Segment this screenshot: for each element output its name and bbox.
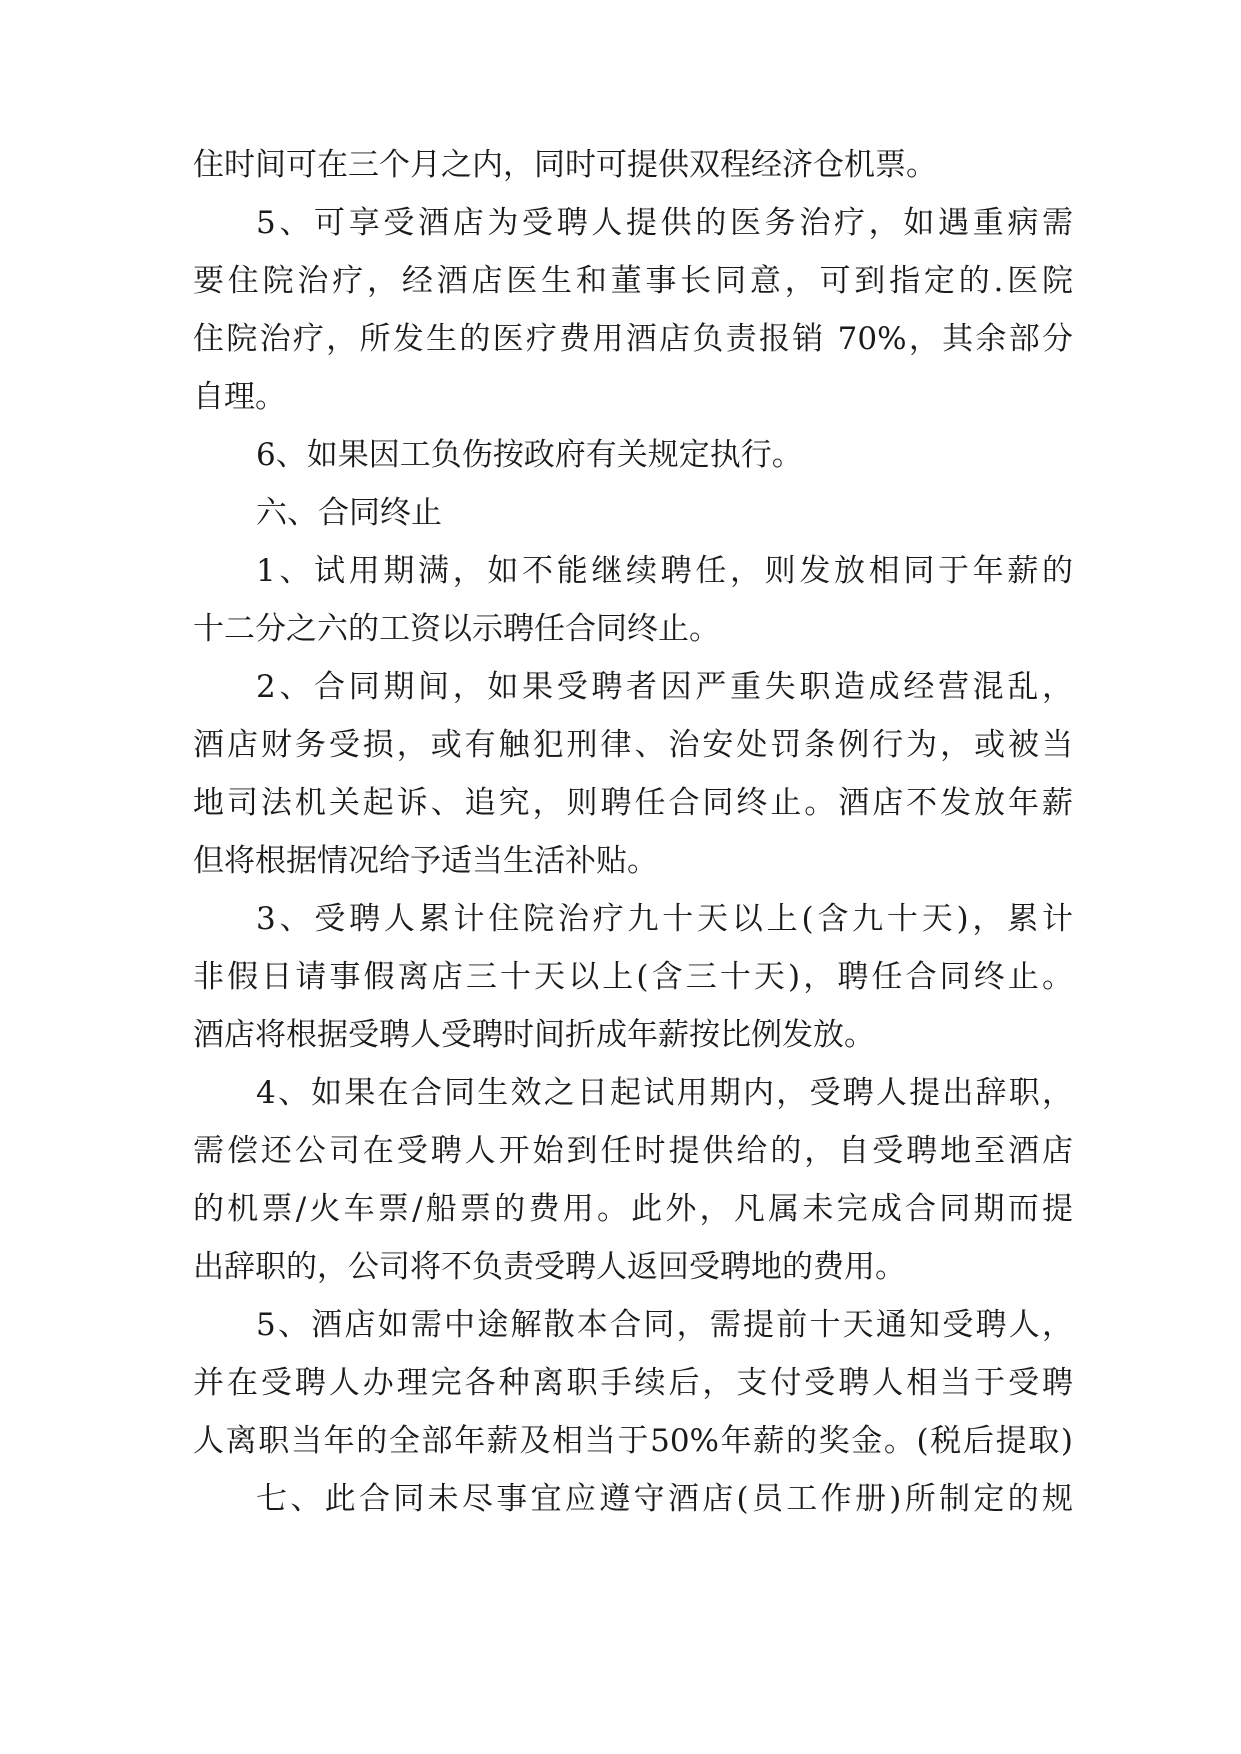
- paragraph-line: 但将根据情况给予适当生活补贴。: [193, 843, 658, 879]
- paragraph-line: 5、酒店如需中途解散本合同，需提前十天通知受聘人，: [256, 1307, 1073, 1343]
- paragraph-line: 2、合同期间，如果受聘者因严重失职造成经营混乱，: [256, 669, 1073, 705]
- paragraph-line: 需偿还公司在受聘人开始到任时提供给的，自受聘地至酒店: [193, 1133, 1073, 1169]
- paragraph-line: 1、试用期满，如不能继续聘任，则发放相同于年薪的: [256, 553, 1073, 589]
- paragraph-line: 人离职当年的全部年薪及相当于50%年薪的奖金。(税后提取): [193, 1423, 1073, 1459]
- paragraph-line: 的机票/火车票/船票的费用。此外，凡属未完成合同期而提: [193, 1191, 1073, 1227]
- paragraph-line: 住院治疗，所发生的医疗费用酒店负责报销 70%，其余部分: [193, 321, 1073, 357]
- section-heading: 七、此合同未尽事宜应遵守酒店(员工作册)所制定的规: [256, 1481, 1073, 1517]
- paragraph-line: 自理。: [193, 379, 286, 415]
- paragraph-line: 出辞职的，公司将不负责受聘人返回受聘地的费用。: [193, 1249, 906, 1285]
- paragraph-line: 住时间可在三个月之内，同时可提供双程经济仓机票。: [193, 147, 937, 183]
- paragraph-line: 并在受聘人办理完各种离职手续后，支付受聘人相当于受聘: [193, 1365, 1073, 1401]
- paragraph-line: 十二分之六的工资以示聘任合同终止。: [193, 611, 720, 647]
- paragraph-line: 4、如果在合同生效之日起试用期内，受聘人提出辞职，: [256, 1075, 1073, 1111]
- paragraph-line: 3、受聘人累计住院治疗九十天以上(含九十天)，累计: [256, 901, 1073, 937]
- section-heading: 六、合同终止: [256, 495, 442, 531]
- paragraph-line: 5、可享受酒店为受聘人提供的医务治疗，如遇重病需: [256, 205, 1073, 241]
- paragraph-line: 要住院治疗，经酒店医生和董事长同意，可到指定的.医院: [193, 263, 1073, 299]
- paragraph-line: 酒店财务受损，或有触犯刑律、治安处罚条例行为，或被当: [193, 727, 1073, 763]
- paragraph-line: 6、如果因工负伤按政府有关规定执行。: [256, 437, 803, 473]
- paragraph-line: 非假日请事假离店三十天以上(含三十天)，聘任合同终止。: [193, 959, 1073, 995]
- paragraph-line: 酒店将根据受聘人受聘时间折成年薪按比例发放。: [193, 1017, 875, 1053]
- paragraph-line: 地司法机关起诉、追究，则聘任合同终止。酒店不发放年薪: [193, 785, 1073, 821]
